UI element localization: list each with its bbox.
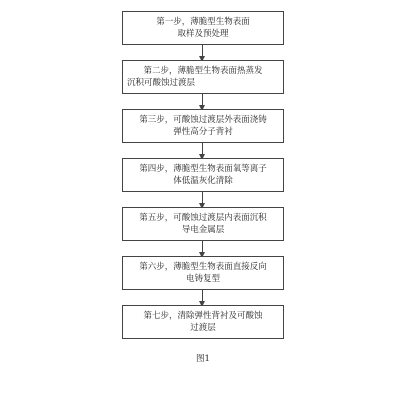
arrow-2-to-3 bbox=[202, 94, 203, 110]
step-2-box bbox=[122, 60, 284, 94]
arrow-1-to-2 bbox=[202, 45, 203, 61]
step-5-line-2: 导电金属层 bbox=[181, 225, 225, 235]
step-7-box bbox=[122, 305, 284, 339]
step-5-line-1: 第五步，可酸蚀过渡层内表面沉积 bbox=[139, 213, 267, 223]
step-1-line-2: 取样及预处理 bbox=[177, 29, 229, 39]
step-3-line-2: 弹性高分子背衬 bbox=[173, 127, 233, 137]
step-7-line-1: 第七步，清除弹性背衬及可酸蚀 bbox=[143, 311, 263, 321]
step-1-box bbox=[122, 11, 284, 45]
arrow-4-to-5 bbox=[202, 192, 203, 208]
step-4-line-1: 第四步，薄脆型生物表面氧等离子 bbox=[139, 164, 267, 174]
step-6-line-2: 电铸复型 bbox=[185, 274, 220, 284]
step-7-line-2: 过渡层 bbox=[190, 323, 216, 333]
figure-caption: 图1 bbox=[196, 354, 210, 364]
step-5-box bbox=[122, 207, 284, 241]
arrow-5-to-6 bbox=[202, 241, 203, 257]
step-2-line-1: 第二步，薄脆型生物表面热蒸发 bbox=[143, 66, 263, 76]
step-4-box bbox=[122, 158, 284, 192]
step-3-box bbox=[122, 109, 284, 143]
step-6-line-1: 第六步，薄脆型生物表面直接反向 bbox=[139, 262, 267, 272]
step-6-box bbox=[122, 256, 284, 290]
arrow-3-to-4 bbox=[202, 143, 203, 159]
step-3-line-1: 第三步，可酸蚀过渡层外表面浇铸 bbox=[139, 115, 267, 125]
step-2-line-2: 沉积可酸蚀过渡层 bbox=[127, 78, 196, 88]
step-4-line-2: 体低温灰化清除 bbox=[173, 176, 233, 186]
step-1-line-1: 第一步，薄脆型生物表面 bbox=[156, 17, 250, 27]
arrow-6-to-7 bbox=[202, 290, 203, 306]
